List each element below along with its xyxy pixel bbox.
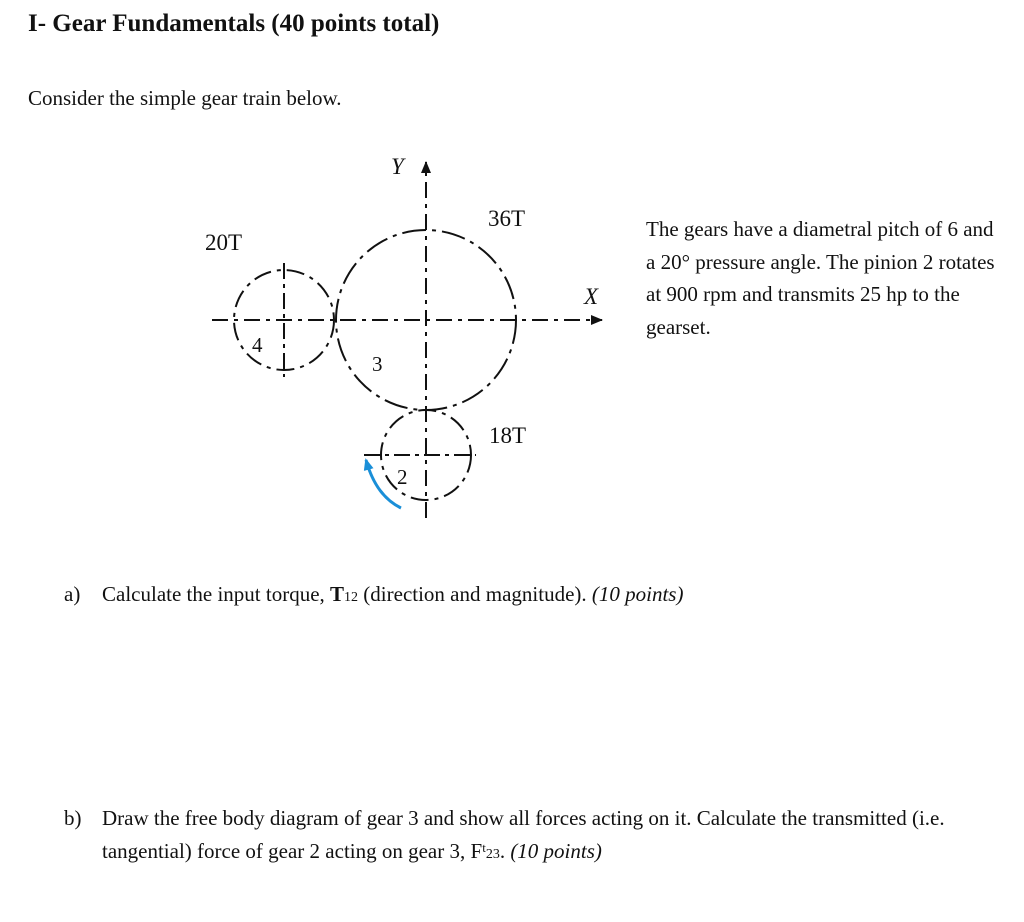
torque-symbol: T <box>330 582 345 606</box>
question-b-points: (10 points) <box>510 839 602 863</box>
gear-3-teeth-label: 36T <box>488 206 526 231</box>
question-b-label: b) <box>64 806 82 830</box>
given-conditions: The gears have a diametral pitch of 6 and a 20° pressure angle. The pinion 2 rotates at 900 rpm and transmits 25 hp to the gearset. <box>646 217 995 339</box>
intro-text: Consider the simple gear train below. <box>28 86 342 110</box>
question-a <box>64 580 1004 612</box>
gear-4-teeth-label: 20T <box>205 230 243 255</box>
question-b <box>64 804 1004 869</box>
gear-2-id-label: 2 <box>397 465 408 489</box>
torque-subscript: 12 <box>344 590 359 605</box>
question-a-text: Calculate the input torque, <box>102 582 331 606</box>
question-b-text-end: . <box>499 839 511 863</box>
question-a-text-end: (direction and magnitude). <box>358 582 592 606</box>
question-b-text: Draw the free body diagram of gear 3 and show all forces acting on it. Calculate the transmitted (i.e. tangential) force of gear 2 acting on gear 3, F <box>102 806 945 863</box>
gear-3-id-label: 3 <box>372 352 383 376</box>
gear-4-id-label: 4 <box>252 333 263 357</box>
force-superscript: t <box>482 840 486 855</box>
page-title: I- Gear Fundamentals (40 points total) <box>28 10 440 37</box>
y-axis-label: Y <box>391 154 404 179</box>
gear-2-teeth-label: 18T <box>489 423 527 448</box>
question-a-label: a) <box>64 582 81 606</box>
question-a-points: (10 points) <box>591 582 684 606</box>
force-subscript: 23 <box>485 847 500 862</box>
x-axis-label: X <box>584 284 599 309</box>
